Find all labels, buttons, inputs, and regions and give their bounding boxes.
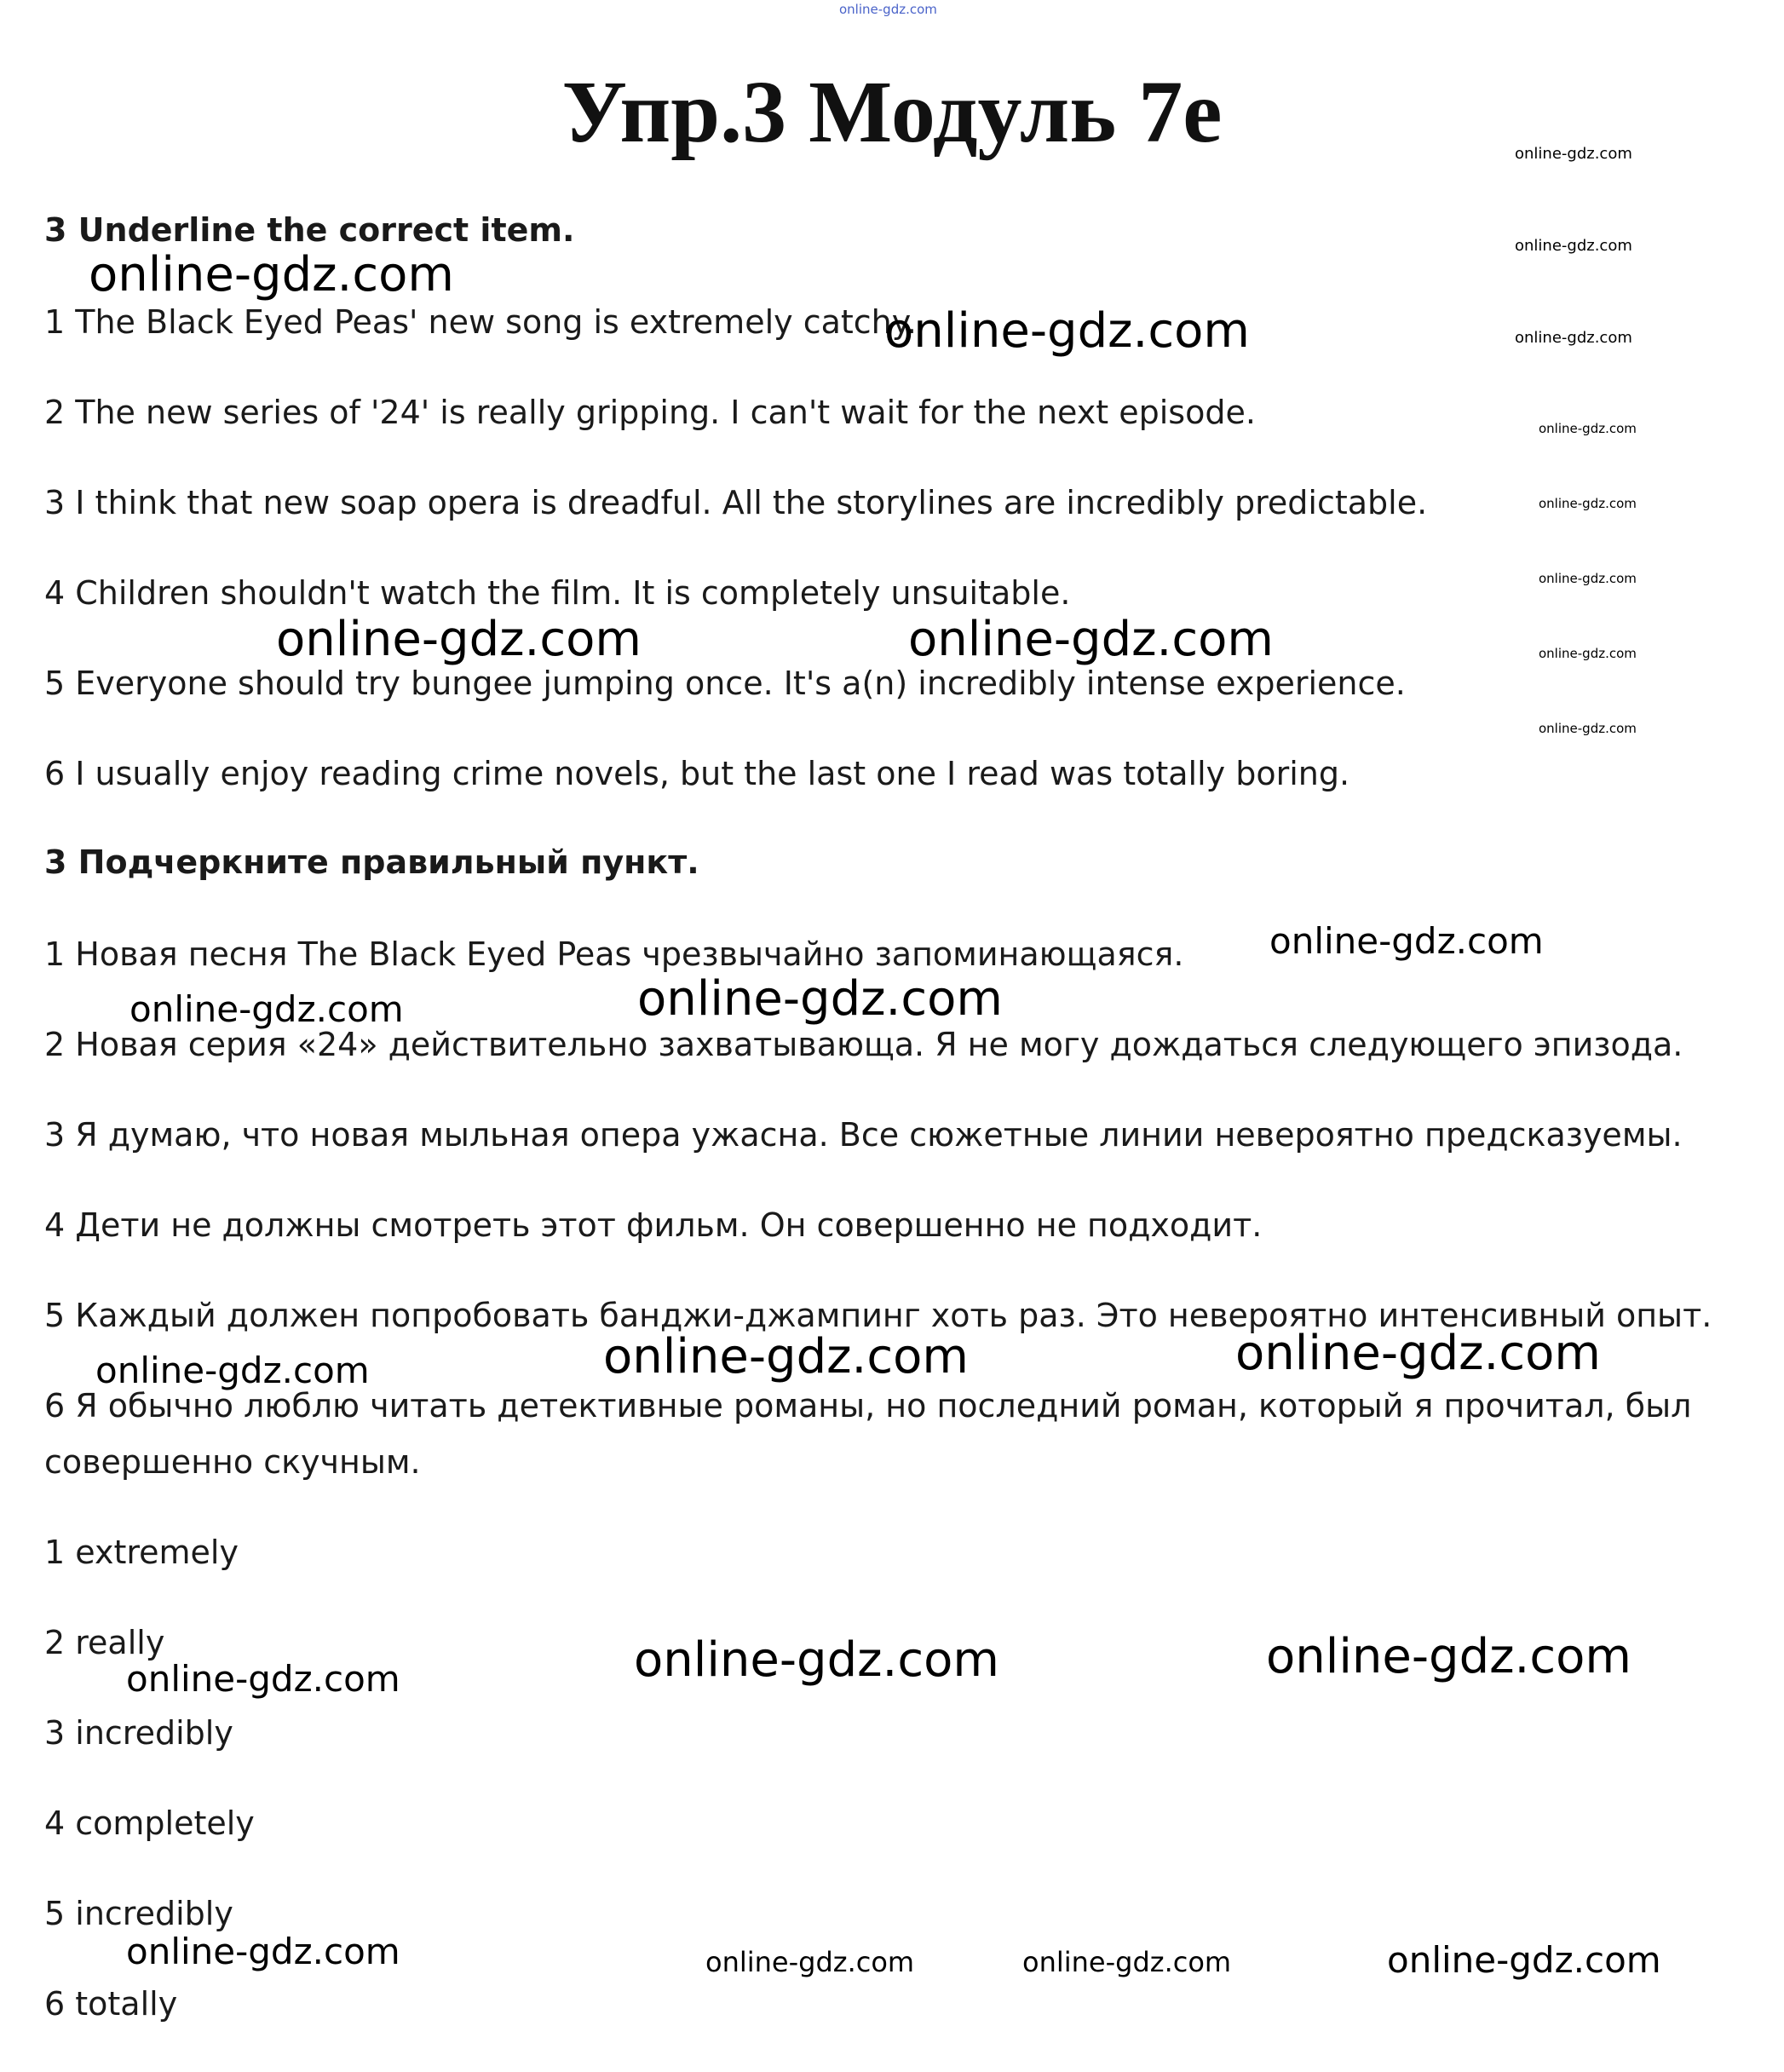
- task-heading-ru: 3 Подчеркните правильный пункт.: [44, 843, 699, 881]
- answer-1: 1 extremely: [44, 1534, 239, 1571]
- task-line-ru-2: 2 Новая серия «24» действительно захватывающа. Я не могу дождаться следующего эпизода.: [44, 1026, 1683, 1063]
- watermark: online-gdz.com: [1235, 1326, 1601, 1381]
- top-watermark: online-gdz.com: [839, 2, 937, 17]
- watermark: online-gdz.com: [276, 612, 642, 667]
- task-line-ru-3: 3 Я думаю, что новая мыльная опера ужасна. Все сюжетные линии невероятно предсказуемы.: [44, 1116, 1683, 1154]
- answer-5: 5 incredibly: [44, 1895, 233, 1932]
- answer-3: 3 incredibly: [44, 1714, 233, 1752]
- watermark: online-gdz.com: [884, 303, 1250, 359]
- watermark: online-gdz.com: [126, 1931, 400, 1972]
- task-line-ru-6: 6 Я обычно люблю читать детективные романы, но последний роман, который я прочитал, был: [44, 1387, 1692, 1424]
- watermark: online-gdz.com: [1539, 421, 1637, 436]
- task-line-ru-4: 4 Дети не должны смотреть этот фильм. Он совершенно не подходит.: [44, 1206, 1263, 1244]
- page-title: Упр.3 Модуль 7е: [561, 63, 1223, 161]
- task-line-ru-5: 5 Каждый должен попробовать банджи-джампинг хоть раз. Это невероятно интенсивный опыт.: [44, 1297, 1712, 1334]
- watermark: online-gdz.com: [1539, 496, 1637, 511]
- watermark: online-gdz.com: [637, 971, 1003, 1027]
- answer-4: 4 completely: [44, 1804, 255, 1842]
- watermark: online-gdz.com: [1539, 721, 1637, 736]
- watermark: online-gdz.com: [1515, 237, 1632, 255]
- watermark: online-gdz.com: [603, 1329, 969, 1384]
- task-line-ru-6-cont: совершенно скучным.: [44, 1443, 421, 1481]
- watermark: online-gdz.com: [129, 988, 404, 1030]
- task-line-en-2: 2 The new series of '24' is really gripping. I can't wait for the next episode.: [44, 394, 1256, 431]
- watermark: online-gdz.com: [1266, 1629, 1631, 1684]
- watermark: online-gdz.com: [1539, 646, 1637, 661]
- task-line-en-1: 1 The Black Eyed Peas' new song is extremely catchy.: [44, 303, 917, 341]
- task-line-en-4: 4 Children shouldn't watch the film. It is completely unsuitable.: [44, 574, 1071, 612]
- task-line-ru-1: 1 Новая песня The Black Eyed Peas чрезвычайно запоминающаяся.: [44, 935, 1184, 973]
- task-line-en-3: 3 I think that new soap opera is dreadful. All the storylines are incredibly predictable.: [44, 484, 1428, 521]
- watermark: online-gdz.com: [1515, 145, 1632, 163]
- task-line-en-6: 6 I usually enjoy reading crime novels, but the last one I read was totally boring.: [44, 755, 1350, 792]
- watermark: online-gdz.com: [126, 1658, 400, 1700]
- watermark: online-gdz.com: [1515, 329, 1632, 347]
- watermark: online-gdz.com: [95, 1350, 370, 1391]
- task-heading-en: 3 Underline the correct item.: [44, 211, 575, 249]
- watermark: online-gdz.com: [1539, 571, 1637, 586]
- watermark: online-gdz.com: [1269, 920, 1544, 962]
- task-line-en-5: 5 Everyone should try bungee jumping once. It's a(n) incredibly intense experience.: [44, 665, 1406, 702]
- watermark: online-gdz.com: [89, 247, 454, 302]
- answer-2: 2 really: [44, 1624, 165, 1661]
- answer-6: 6 totally: [44, 1985, 178, 2023]
- watermark: online-gdz.com: [908, 612, 1274, 667]
- watermark: online-gdz.com: [705, 1946, 915, 1978]
- watermark: online-gdz.com: [1387, 1939, 1661, 1981]
- watermark: online-gdz.com: [1022, 1946, 1232, 1978]
- watermark: online-gdz.com: [634, 1632, 999, 1688]
